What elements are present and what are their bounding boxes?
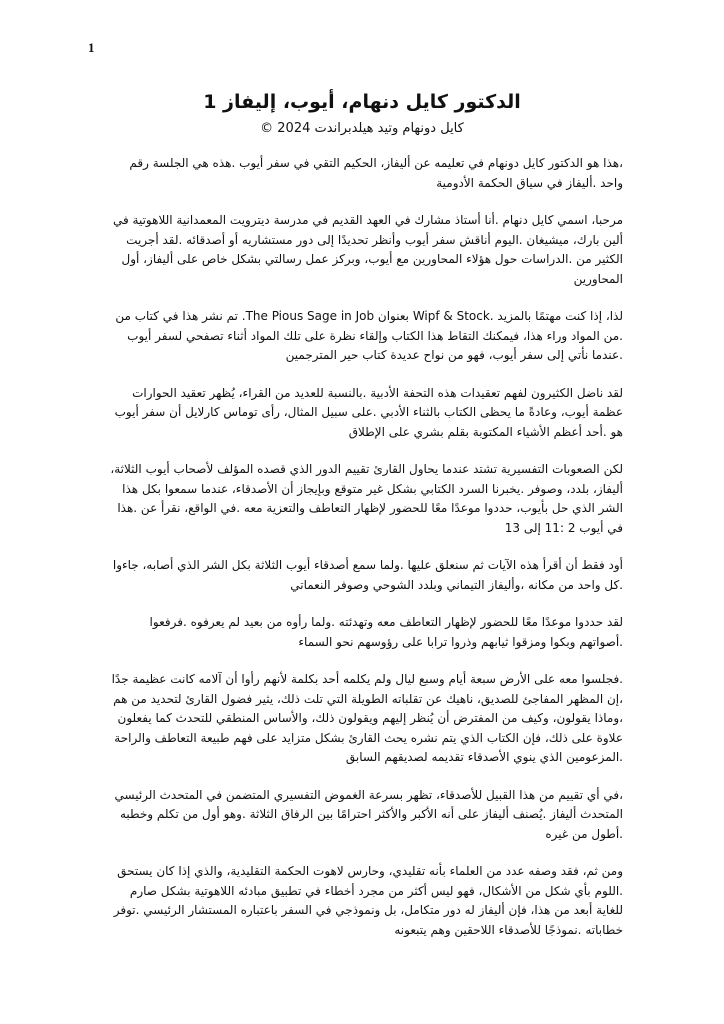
document-body (103, 154, 623, 958)
author-byline: كايل دونهام وتيد هيلدبراندت 2024 © (260, 121, 464, 136)
document-title: الدكتور كايل دنهام، أيوب، إليفاز 1 (203, 91, 521, 113)
paragraph: ،في أي تقييم من هذا القبيل للأصدقاء، تظهر بسرعة الغموض التفسيري المتضمن في المتحدث الرئيسي المتحدث أليفاز .يُصنف أليفاز على أنه الأكبر والأكثر احترامًا بين الرفاق الثلاثة .وهو أول من تكلم وخطبه .أطول من غيره (114, 787, 623, 841)
paragraph: لذا، إذا كنت مهتمًا بالمزيد .Wipf & Stock بعنوان The Pious Sage in Job. تم نشر هذا في كتاب من .من المواد وراء هذا، فيمكنك التقاط هذا الكتاب وإلقاء نظرة على تلك المواد أثناء تصفحي لسفر أيوب .عندما نأتي إلى سفر أيوب، فهو من نواح عديدة كتاب حير المترجمين (115, 309, 623, 362)
paragraph: مرحبا، اسمي كايل دنهام .أنا أستاذ مشارك في العهد القديم في مدرسة ديترويت المعمدانية اللاهوتية في ألين بارك، ميشيغان .اليوم أناقش سفر أيوب وأنظر تحديدًا إلى دور مستشاريه أو أصدقائه .لقد أجريت الكثير من .الدراسات حول هؤلاء المحاورين مع أيوب، وبركز عمل رسالتي بشكل خاص على أليفاز، أول المحاورين (112, 213, 623, 286)
paragraph: ،هذا هو الدكتور كايل دونهام في تعليمه عن أليفاز، الحكيم التقي في سفر أيوب .هذه هي الجلسة رقم واحد .أليفاز في سياق الحكمة الأدومية (129, 156, 623, 190)
paragraph: لقد ناضل الكثيرون لفهم تعقيدات هذه التحفة الأدبية .بالنسبة للعديد من القراء، يُظهر تعقيد الحوارات عظمة أيوب، وعادةً ما يحظى الكتاب بالثناء الأدبي .على سبيل المثال، رأى توماس كارلايل أن سفر أيوب هو .أحد أعظم الأشياء المكتوبة بقلم بشري على الإطلاق (114, 385, 623, 439)
paragraph: ومن ثم، فقد وصفه عدد من العلماء بأنه تقليدي، وحارس لاهوت الحكمة التقليدية، والذي إذا كان يستحق .اللوم بأي شكل من الأشكال، فهو ليس أكثر من مجرد أخطاء في تطبيق مبادئه اللاهوتية بشكل صارم للغاية أبعد من هذا، فإن أليفاز له دور متكامل، بل ونموذجي في السفر باعتباره المستشار الرئيسي .توفر خطاباته .نموذجًا للأصدقاء اللاحقين وهم يتبعونه (113, 864, 623, 937)
page-number: 1 (88, 40, 95, 55)
paragraph: لقد حددوا موعدًا معًا للحضور لإظهار التعاطف معه وتهدئته .ولما رأوه من بعيد لم يعرفوه .فرفعوا .أصواتهم وبكوا ومزقوا ثيابهم وذروا ترابا على رؤوسهم نحو السماء (149, 615, 623, 649)
paragraph: .فجلسوا معه على الأرض سبعة أيام وسبع ليال ولم يكلمه أحد بكلمة لأنهم رأوا أن آلامه كانت عظيمة جدًا ،إن المظهر المفاجئ للصديق، ناهيك عن تقلباته الطويلة التي تلت ذلك، يثير فضول القارئ لتحديد من هم ،وماذا يقولون، وكيف من المفترض أن يُنظر إليهم ويقولون ذلك، والأساس المنطقي للتحدث كما يفعلون علاوة على ذلك، فإن الكتاب الذي يتم نشره يحث القارئ بشكل متزايد على فهم طبيعة التعاطف والراحة .المزعومين الذي ينوي الأصدقاء تقديمه لصديقهم السابق (111, 672, 623, 764)
paragraph: لكن الصعوبات التفسيرية تشتد عندما يحاول القارئ تقييم الدور الذي قصده المؤلف لأصحاب أيوب الثلاثة، أليفاز، بلدد، وصوفر .يخبرنا السرد الكتابي بشكل غير متوقع وبإيجاز أن الأصدقاء، عندما سمعوا بكل هذا الشر الذي حل بأيوب، حددوا موعدًا معًا للحضور لإظهار التعاطف والتعزية معه .في الواقع، نقرأ عن .هذا في أيوب 2 :11 إلى 13 (110, 462, 623, 535)
paragraph: أود فقط أن أقرأ هذه الآيات ثم سنعلق عليها .ولما سمع أصدقاء أيوب الثلاثة بكل الشر الذي أصابه، جاءوا .كل واحد من مكانه ،وأليفاز التيماني وبلدد الشوحي وصوفر النعماتي (112, 558, 623, 592)
